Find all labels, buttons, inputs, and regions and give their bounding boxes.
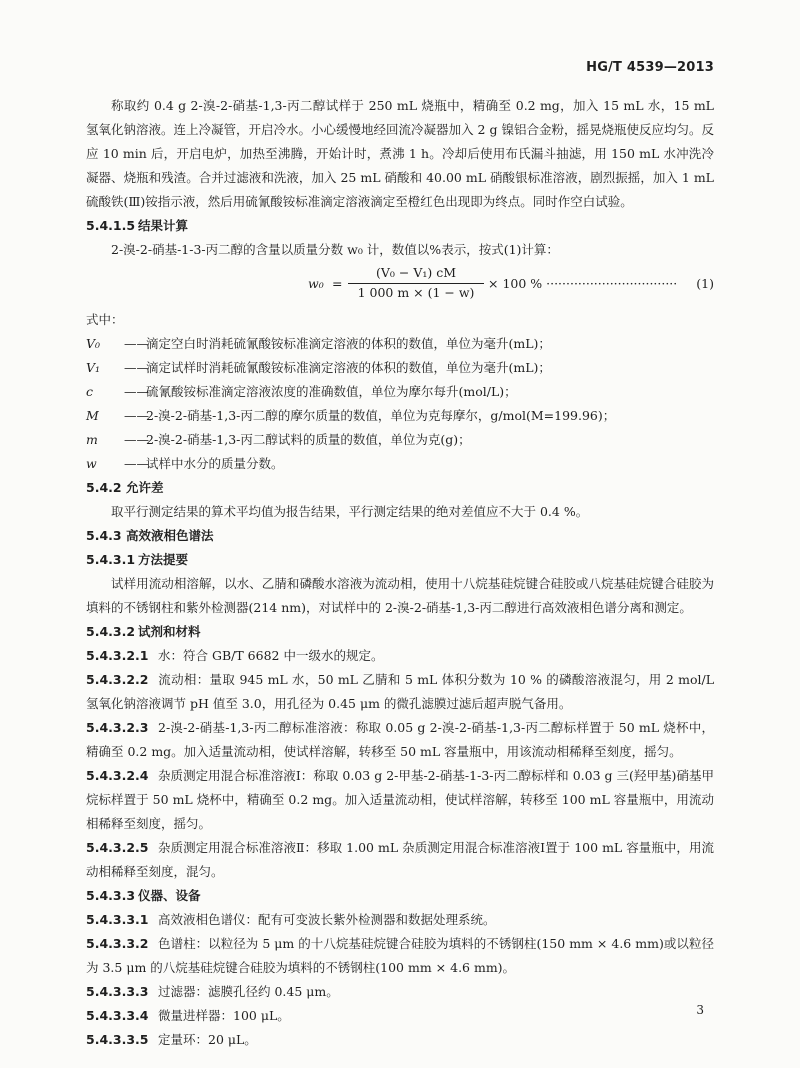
item-text: 定量环：20 μL。 <box>158 1032 257 1047</box>
section-number: 5.4.1.5 <box>86 218 136 233</box>
variable-dash: —— <box>124 336 149 351</box>
equipment-item <box>86 908 714 932</box>
section-title: 高效液相色谱法 <box>126 528 214 543</box>
variable-item <box>86 356 714 380</box>
formula-tail: × 100 % ································· <box>488 276 678 291</box>
section-number: 5.4.3.2 <box>86 624 136 639</box>
variable-symbol: w <box>86 456 97 471</box>
where-label: 式中： <box>86 312 124 327</box>
item-text: 高效液相色谱仪：配有可变波长紫外检测器和数据处理系统。 <box>158 912 496 927</box>
item-number: 5.4.3.2.4 <box>86 768 149 783</box>
variable-dash: —— <box>124 408 149 423</box>
heading-5-4-1-5 <box>86 214 714 238</box>
section-title: 试剂和材料 <box>138 624 201 639</box>
variable-dash: —— <box>124 360 149 375</box>
item-text: 杂质测定用混合标准溶液Ⅱ：移取 1.00 mL 杂质测定用混合标准溶液Ⅰ置于 100 mL 容量瓶中，用流动相稀释至刻度，混匀。 <box>86 840 714 879</box>
variable-dash: —— <box>124 456 149 471</box>
variable-desc: 试样中水分的质量分数。 <box>146 456 284 471</box>
variable-desc: 2-溴-2-硝基-1,3-丙二醇试料的质量的数值，单位为克(g)； <box>146 432 471 447</box>
calc-intro: 2-溴-2-硝基-1-3-丙二醇的含量以质量分数 w₀ 计，数值以%表示，按式(1)计算： <box>111 242 559 257</box>
variable-desc: 滴定试样时消耗硫氰酸铵标准滴定溶液的体积的数值，单位为毫升(mL)； <box>146 360 551 375</box>
item-number: 5.4.3.2.2 <box>86 672 149 687</box>
formula-1 <box>86 264 714 304</box>
heading-5-4-3 <box>86 524 714 548</box>
section-number: 5.4.2 <box>86 480 122 495</box>
variable-list <box>86 332 714 476</box>
reagent-item <box>86 668 714 716</box>
heading-5-4-3-1 <box>86 548 714 572</box>
heading-5-4-3-2 <box>86 620 714 644</box>
heading-5-4-2 <box>86 476 714 500</box>
item-number: 5.4.3.2.1 <box>86 648 149 663</box>
equipment-item <box>86 1004 714 1028</box>
heading-5-4-3-3 <box>86 884 714 908</box>
item-text: 水：符合 GB/T 6682 中一级水的规定。 <box>158 648 384 663</box>
item-number: 5.4.3.3.2 <box>86 936 149 951</box>
standard-code: HG/T 4539—2013 <box>586 60 714 75</box>
variable-symbol: c <box>86 384 94 399</box>
item-text: 2-溴-2-硝基-1,3-丙二醇标准溶液：称取 0.05 g 2-溴-2-硝基-1,3-丙二醇标样置于 50 mL 烧杯中，精确至 0.2 mg。加入适量流动相，使试样溶解，转移至 50 mL 容量瓶中，用该流动相稀释至刻度，摇匀。 <box>86 720 714 759</box>
reagent-item <box>86 716 714 764</box>
item-number: 5.4.3.3.5 <box>86 1032 149 1047</box>
document-body <box>86 94 714 1052</box>
item-text: 微量进样器：100 μL。 <box>158 1008 290 1023</box>
variable-item <box>86 332 714 356</box>
item-text: 杂质测定用混合标准溶液Ⅰ：称取 0.03 g 2-甲基-2-硝基-1-3-丙二醇标样和 0.03 g 三(羟甲基)硝基甲烷标样置于 50 mL 烧杯中，精确至 0.2 mg。加入适量流动相，使试样溶解，转移至 100 mL 容量瓶中，用流动相稀释至刻度，摇匀。 <box>86 768 714 831</box>
item-number: 5.4.3.2.3 <box>86 720 149 735</box>
variable-item <box>86 404 714 428</box>
variable-desc: 硫氰酸铵标准滴定溶液浓度的准确数值，单位为摩尔每升(mol/L)； <box>146 384 517 399</box>
item-number: 5.4.3.2.5 <box>86 840 149 855</box>
section-title: 仪器、设备 <box>138 888 201 903</box>
variable-symbol: V₀ <box>86 336 101 351</box>
formula-numerator: (V₀ − V₁) cM <box>348 264 484 284</box>
reagent-item <box>86 836 714 884</box>
item-number: 5.4.3.3.4 <box>86 1008 149 1023</box>
item-text: 过滤器：滤膜孔径约 0.45 μm。 <box>158 984 339 999</box>
variable-item <box>86 380 714 404</box>
section-number: 5.4.3.1 <box>86 552 136 567</box>
reagent-item <box>86 644 714 668</box>
variable-dash: —— <box>124 432 149 447</box>
variable-symbol: V₁ <box>86 360 101 375</box>
tolerance-text: 取平行测定结果的算术平均值为报告结果，平行测定结果的绝对差值应不大于 0.4 %。 <box>111 504 589 519</box>
formula-number: (1) <box>696 276 714 291</box>
variable-item <box>86 452 714 476</box>
formula-denominator: 1 000 m × (1 − w) <box>357 285 475 300</box>
item-number: 5.4.3.3.3 <box>86 984 149 999</box>
formula-fraction <box>348 264 484 302</box>
section-number: 5.4.3 <box>86 528 122 543</box>
section-title: 方法提要 <box>138 552 189 567</box>
item-text: 色谱柱：以粒径为 5 μm 的十八烷基硅烷键合硅胶为填料的不锈钢柱(150 mm × 4.6 mm)或以粒径为 3.5 μm 的八烷基硅烷键合硅胶为填料的不锈钢柱(100 mm × 4.6 mm)。 <box>86 936 714 975</box>
reagent-item <box>86 764 714 836</box>
section-title: 结果计算 <box>138 218 189 233</box>
variable-desc: 滴定空白时消耗硫氰酸铵标准滴定溶液的体积的数值，单位为毫升(mL)； <box>146 336 551 351</box>
variable-symbol: M <box>86 408 99 423</box>
variable-desc: 2-溴-2-硝基-1,3-丙二醇的摩尔质量的数值，单位为克每摩尔，g/mol(M=199.96)； <box>146 408 616 423</box>
variable-dash: —— <box>124 384 149 399</box>
variable-symbol: m <box>86 432 98 447</box>
page-number: 3 <box>696 1003 704 1017</box>
equipment-item <box>86 1028 714 1052</box>
section-number: 5.4.3.3 <box>86 888 136 903</box>
section-title: 允许差 <box>126 480 164 495</box>
variable-item <box>86 428 714 452</box>
item-number: 5.4.3.3.1 <box>86 912 149 927</box>
formula-lhs: w₀ <box>308 276 324 291</box>
equipment-item <box>86 980 714 1004</box>
intro-paragraph: 称取约 0.4 g 2-溴-2-硝基-1,3-丙二醇试样于 250 mL 烧瓶中，精确至 0.2 mg，加入 15 mL 水，15 mL 氢氧化钠溶液。连上冷凝管，开启冷水。小心缓慢地经回流冷凝器加入 2 g 镍铝合金粉，摇晃烧瓶使反应均匀。反应 10 min 后，开启电炉，加热至沸腾，开始计时，煮沸 1 h。冷却后使用布氏漏斗抽滤，用 150 mL 水冲洗冷凝器、烧瓶和残渣。合并过滤液和洗液，加入 25 mL 硝酸和 40.00 mL 硝酸银标准溶液，剧烈振摇，加入 1 mL 硫酸铁(Ⅲ)铵指示液，然后用硫氰酸铵标准滴定溶液滴定至橙红色出现即为终点。同时作空白试验。 <box>86 98 714 209</box>
equipment-item <box>86 932 714 980</box>
item-text: 流动相：量取 945 mL 水，50 mL 乙腈和 5 mL 体积分数为 10 % 的磷酸溶液混匀，用 2 mol/L 氢氧化钠溶液调节 pH 值至 3.0，用孔径为 0.45 μm 的微孔滤膜过滤后超声脱气备用。 <box>86 672 714 711</box>
method-summary: 试样用流动相溶解，以水、乙腈和磷酸水溶液为流动相，使用十八烷基硅烷键合硅胶或八烷基硅烷键合硅胶为填料的不锈钢柱和紫外检测器(214 nm)，对试样中的 2-溴-2-硝基-1,3-丙二醇进行高效液相色谱分离和测定。 <box>86 576 714 615</box>
formula-equals: = <box>332 276 343 291</box>
